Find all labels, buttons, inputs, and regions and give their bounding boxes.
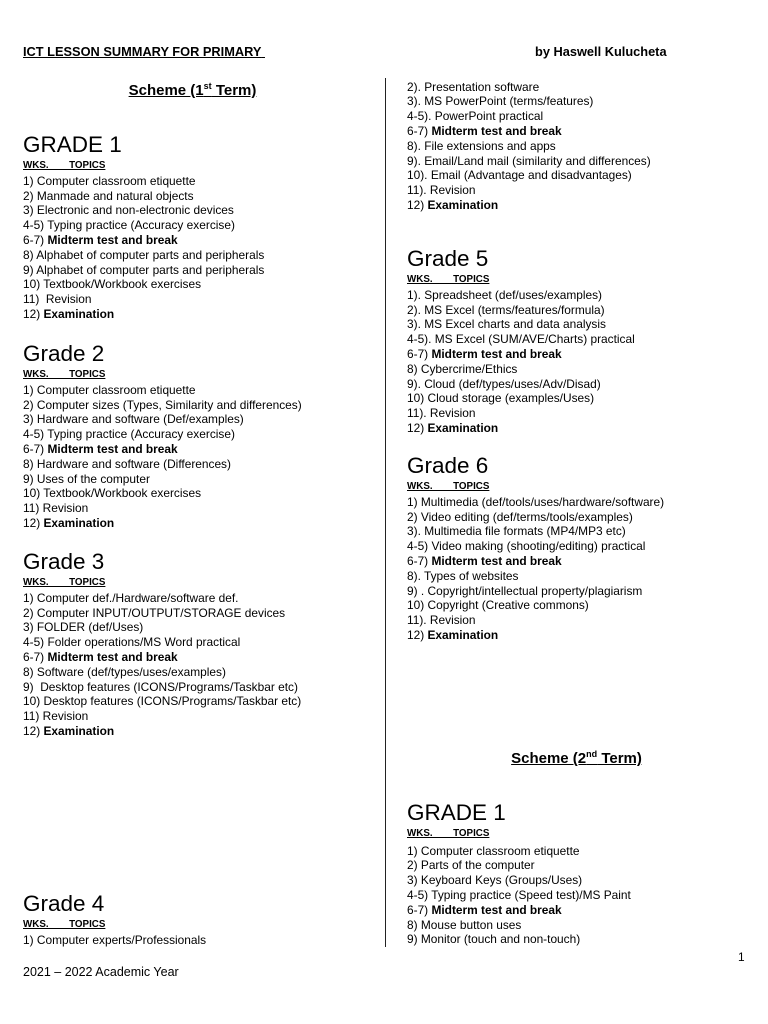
topic-item: [23, 412, 378, 427]
week-number: 1): [23, 932, 34, 947]
week-number: 10): [407, 598, 425, 613]
grade-2-section: [23, 342, 378, 531]
week-number: 4-5): [23, 635, 45, 650]
week-number: 11): [23, 292, 40, 307]
weeks-topics-header: WKS. TOPICS: [23, 577, 106, 588]
weeks-topics-header: WKS. TOPICS: [23, 369, 106, 380]
grade-heading: Grade 4: [23, 891, 105, 916]
topic-text: Computer INPUT/OUTPUT/STORAGE devices: [36, 605, 286, 620]
scheme-title-suffix: Term): [211, 82, 257, 99]
topic-item: [23, 724, 378, 739]
week-number: 12): [23, 723, 41, 738]
topic-item: [23, 174, 378, 189]
topic-item: [23, 591, 378, 606]
grade-1-section: [23, 133, 378, 322]
week-number: 9): [407, 583, 418, 598]
week-number: 2): [23, 188, 34, 203]
topic-item: [407, 80, 762, 95]
topic-item: [23, 933, 378, 948]
topic-text: MS Excel (SUM/AVE/Charts) practical: [434, 332, 635, 347]
topic-item: [407, 569, 762, 584]
topic-item: [23, 292, 378, 307]
week-number: 9): [23, 262, 34, 277]
topic-item: [23, 516, 378, 531]
topic-text: FOLDER (def/Uses): [36, 620, 144, 635]
week-number: 12): [23, 306, 41, 321]
week-number: 9): [23, 471, 34, 486]
topic-text: Cybercrime/Ethics: [420, 361, 518, 376]
topic-text: Revision: [42, 709, 89, 724]
topic-text: Typing practice (Speed test)/MS Paint: [431, 887, 631, 902]
week-number: 9).: [407, 376, 421, 391]
topic-text: Midterm test and break: [431, 123, 562, 138]
topic-item: [407, 154, 762, 169]
term-2-scheme-title: [385, 751, 768, 767]
topic-item: [407, 94, 762, 109]
topic-item: [407, 362, 762, 377]
week-number: 6-7): [407, 123, 429, 138]
topic-item: [23, 680, 378, 695]
topic-text: Revision: [42, 501, 89, 516]
topic-item: [23, 189, 378, 204]
week-number: 11).: [407, 406, 427, 421]
topic-item: [407, 406, 762, 421]
week-number: 6-7): [23, 649, 45, 664]
topic-text: File extensions and apps: [424, 138, 556, 153]
topic-item: [407, 858, 762, 873]
topic-item: [23, 203, 378, 218]
week-number: 8): [407, 917, 418, 932]
topic-text: Computer sizes (Types, Similarity and differences): [36, 397, 302, 412]
topic-item: [23, 233, 378, 248]
week-number: 11): [23, 501, 40, 516]
topic-item: [407, 932, 762, 947]
week-number: 12): [407, 197, 425, 212]
topic-text: Email/Land mail (similarity and differences): [424, 153, 651, 168]
week-number: 2): [23, 397, 34, 412]
week-number: 8): [23, 456, 34, 471]
week-number: 10): [23, 486, 41, 501]
page-number: 1: [738, 950, 745, 964]
grade-heading: GRADE 1: [23, 132, 122, 157]
topic-item: [23, 694, 378, 709]
topic-item: [407, 844, 762, 859]
topic-text: MS Excel (terms/features/formula): [424, 302, 605, 317]
topic-text: Video editing (def/terms/tools/examples): [420, 509, 633, 524]
topic-item: [23, 248, 378, 263]
topic-text: Desktop features (ICONS/Programs/Taskbar etc): [43, 694, 302, 709]
topic-text: Examination: [43, 723, 115, 738]
topic-text: Examination: [427, 627, 499, 642]
topic-item: [407, 598, 762, 613]
week-number: 2): [407, 858, 418, 873]
weeks-topics-header: WKS. TOPICS: [23, 160, 106, 171]
column-divider: [385, 78, 386, 947]
topic-text: Midterm test and break: [47, 649, 178, 664]
topic-text: . Copyright/intellectual property/plagiarism: [420, 583, 643, 598]
week-number: 8): [23, 247, 34, 262]
grade-3-section: [23, 550, 378, 739]
topic-item: [407, 421, 762, 436]
topic-item: [407, 495, 762, 510]
topic-item: [23, 486, 378, 501]
topic-text: Mouse button uses: [420, 917, 522, 932]
document-title: ICT LESSON SUMMARY FOR PRIMARY: [23, 44, 262, 59]
topic-text: Examination: [427, 420, 499, 435]
grade-6-section: [407, 454, 762, 643]
topic-item: [23, 277, 378, 292]
week-number: 1): [23, 173, 34, 188]
topic-item: [407, 510, 762, 525]
topic-item: [23, 709, 378, 724]
week-number: 1): [23, 382, 34, 397]
topic-text: Copyright (Creative commons): [427, 598, 589, 613]
topic-item: [407, 317, 762, 332]
topic-item: [407, 918, 762, 933]
week-number: 1): [407, 843, 418, 858]
week-number: 1).: [407, 287, 421, 302]
topic-item: [23, 501, 378, 516]
topic-text: MS PowerPoint (terms/features): [424, 94, 594, 109]
topic-text: Alphabet of computer parts and peripherals: [36, 262, 265, 277]
topic-text: Computer def./Hardware/software def.: [36, 590, 239, 605]
topic-item: [23, 398, 378, 413]
week-number: 2): [23, 605, 34, 620]
topic-text: Midterm test and break: [431, 902, 562, 917]
week-number: 3): [407, 873, 418, 888]
topic-text: Cloud (def/types/uses/Adv/Disad): [424, 376, 601, 391]
topic-text: Textbook/Workbook exercises: [43, 486, 202, 501]
scheme-title-suffix: Term): [597, 750, 642, 767]
week-number: 3): [23, 203, 34, 218]
topic-item: [407, 109, 762, 124]
topic-item: [407, 613, 762, 628]
topic-text: Presentation software: [424, 79, 540, 94]
topic-item: [23, 457, 378, 472]
topic-text: Examination: [43, 515, 115, 530]
topic-text: Desktop features (ICONS/Programs/Taskbar etc): [36, 679, 298, 694]
document-author: by Haswell Kulucheta: [535, 44, 667, 59]
topic-text: Keyboard Keys (Groups/Uses): [420, 873, 583, 888]
topic-item: [407, 524, 762, 539]
topic-text: Computer classroom etiquette: [420, 843, 580, 858]
weeks-topics-header: WKS. TOPICS: [407, 481, 490, 492]
scheme-title-text: [511, 750, 642, 767]
week-number: 6-7): [23, 232, 45, 247]
topic-item: [23, 635, 378, 650]
topic-text: Examination: [43, 306, 115, 321]
week-number: 8).: [407, 568, 421, 583]
week-number: 12): [407, 627, 425, 642]
topic-item: [407, 303, 762, 318]
topic-text: Video making (shooting/editing) practical: [431, 539, 646, 554]
topic-item: [23, 472, 378, 487]
topic-item: [23, 442, 378, 457]
topic-item: [407, 903, 762, 918]
topic-item: [23, 650, 378, 665]
topic-text: Hardware and software (Differences): [36, 456, 231, 471]
topic-item: [407, 124, 762, 139]
topic-item: [407, 873, 762, 888]
topic-item: [407, 888, 762, 903]
week-number: 6-7): [407, 346, 429, 361]
scheme-title-prefix: Scheme (2: [511, 750, 587, 767]
topic-item: [23, 665, 378, 680]
topic-text: Hardware and software (Def/examples): [36, 412, 244, 427]
topic-item: [407, 198, 762, 213]
grade-4-section: [23, 892, 378, 948]
topic-text: Textbook/Workbook exercises: [43, 277, 202, 292]
week-number: 9).: [407, 153, 421, 168]
topic-item: [407, 554, 762, 569]
topic-text: Alphabet of computer parts and peripherals: [36, 247, 265, 262]
week-number: 9): [23, 679, 34, 694]
week-number: 3).: [407, 524, 421, 539]
topic-text: Computer classroom etiquette: [36, 173, 196, 188]
topic-item: [407, 584, 762, 599]
topic-text: Cloud storage (examples/Uses): [427, 391, 595, 406]
week-number: 8): [407, 361, 418, 376]
topic-item: [407, 628, 762, 643]
topic-item: [23, 383, 378, 398]
week-number: 2).: [407, 302, 421, 317]
week-number: 4-5): [407, 887, 429, 902]
week-number: 12): [407, 420, 425, 435]
week-number: 10): [23, 694, 41, 709]
scheme-title-ordinal: st: [203, 81, 212, 91]
topic-text: Midterm test and break: [431, 346, 562, 361]
topic-text: Midterm test and break: [431, 553, 562, 568]
scheme-title-ordinal: nd: [586, 749, 598, 759]
topic-item: [407, 183, 762, 198]
topic-text: MS Excel charts and data analysis: [424, 317, 606, 332]
topic-text: Midterm test and break: [47, 441, 178, 456]
week-number: 1): [23, 590, 34, 605]
topic-text: Computer experts/Professionals: [36, 932, 207, 947]
week-number: 3).: [407, 94, 421, 109]
topic-text: Revision: [429, 406, 476, 421]
topic-text: Examination: [427, 197, 499, 212]
topic-item: [407, 168, 762, 183]
footer-academic-year: 2021 – 2022 Academic Year: [23, 965, 179, 979]
grade-heading: Grade 5: [407, 246, 489, 271]
weeks-topics-header: WKS. TOPICS: [407, 828, 490, 839]
term-1-scheme-title: [0, 83, 385, 99]
week-number: 4-5).: [407, 332, 432, 347]
topic-item: [407, 539, 762, 554]
week-number: 8): [23, 664, 34, 679]
topic-text: Typing practice (Accuracy exercise): [47, 427, 235, 442]
week-number: 10): [23, 277, 41, 292]
topic-text: Types of websites: [423, 568, 519, 583]
grade-heading: Grade 6: [407, 453, 489, 478]
topic-text: Multimedia file formats (MP4/MP3 etc): [424, 524, 626, 539]
week-number: 12): [23, 515, 41, 530]
grade-heading: GRADE 1: [407, 800, 506, 825]
topic-text: Monitor (touch and non-touch): [420, 932, 581, 947]
week-number: 4-5): [23, 218, 45, 233]
week-number: 4-5).: [407, 109, 432, 124]
grade-5-section: [407, 247, 762, 436]
topic-text: Midterm test and break: [47, 232, 178, 247]
topic-text: PowerPoint practical: [434, 109, 544, 124]
topic-text: Manmade and natural objects: [36, 188, 194, 203]
week-number: 10).: [407, 168, 428, 183]
week-number: 3): [23, 620, 34, 635]
topic-item: [407, 288, 762, 303]
scheme-title-text: [129, 82, 257, 99]
week-number: 6-7): [407, 902, 429, 917]
topic-item: [407, 332, 762, 347]
week-number: 6-7): [407, 553, 429, 568]
week-number: 10): [407, 391, 425, 406]
topic-item: [407, 391, 762, 406]
topic-item: [23, 620, 378, 635]
topic-text: Folder operations/MS Word practical: [47, 635, 241, 650]
week-number: 4-5): [407, 539, 429, 554]
week-number: 11): [23, 709, 40, 724]
topic-text: Email (Advantage and disadvantages): [430, 168, 632, 183]
topic-text: Revision: [429, 613, 476, 628]
topic-text: Spreadsheet (def/uses/examples): [424, 287, 602, 302]
week-number: 2): [407, 509, 418, 524]
topic-text: Multimedia (def/tools/uses/hardware/software): [420, 494, 665, 509]
week-number: 2).: [407, 79, 421, 94]
grade-heading: Grade 2: [23, 341, 105, 366]
term-2-grade-1-section: [407, 801, 762, 947]
topic-text: Revision: [429, 183, 476, 198]
week-number: 1): [407, 494, 418, 509]
week-number: 4-5): [23, 427, 45, 442]
topic-text: Uses of the computer: [36, 471, 150, 486]
topic-item: [407, 347, 762, 362]
topic-item: [23, 606, 378, 621]
week-number: 3).: [407, 317, 421, 332]
weeks-topics-header: WKS. TOPICS: [407, 274, 490, 285]
topic-item: [23, 218, 378, 233]
week-number: 6-7): [23, 441, 45, 456]
week-number: 8).: [407, 138, 421, 153]
week-number: 11).: [407, 183, 427, 198]
grade-heading: Grade 3: [23, 549, 105, 574]
topic-text: Software (def/types/uses/examples): [36, 664, 226, 679]
topic-item: [23, 263, 378, 278]
topic-item: [407, 139, 762, 154]
topic-text: Revision: [42, 292, 92, 307]
scheme-title-prefix: Scheme (1: [128, 82, 204, 99]
grade-4-section-continued: [407, 80, 762, 213]
week-number: 9): [407, 932, 418, 947]
topic-text: Typing practice (Accuracy exercise): [47, 218, 235, 233]
week-number: 3): [23, 412, 34, 427]
week-number: 11).: [407, 613, 427, 628]
topic-item: [23, 427, 378, 442]
topic-text: Computer classroom etiquette: [36, 382, 196, 397]
topic-text: Parts of the computer: [420, 858, 535, 873]
topic-item: [23, 307, 378, 322]
weeks-topics-header: WKS. TOPICS: [23, 919, 106, 930]
topic-item: [407, 377, 762, 392]
topic-text: Electronic and non-electronic devices: [36, 203, 234, 218]
